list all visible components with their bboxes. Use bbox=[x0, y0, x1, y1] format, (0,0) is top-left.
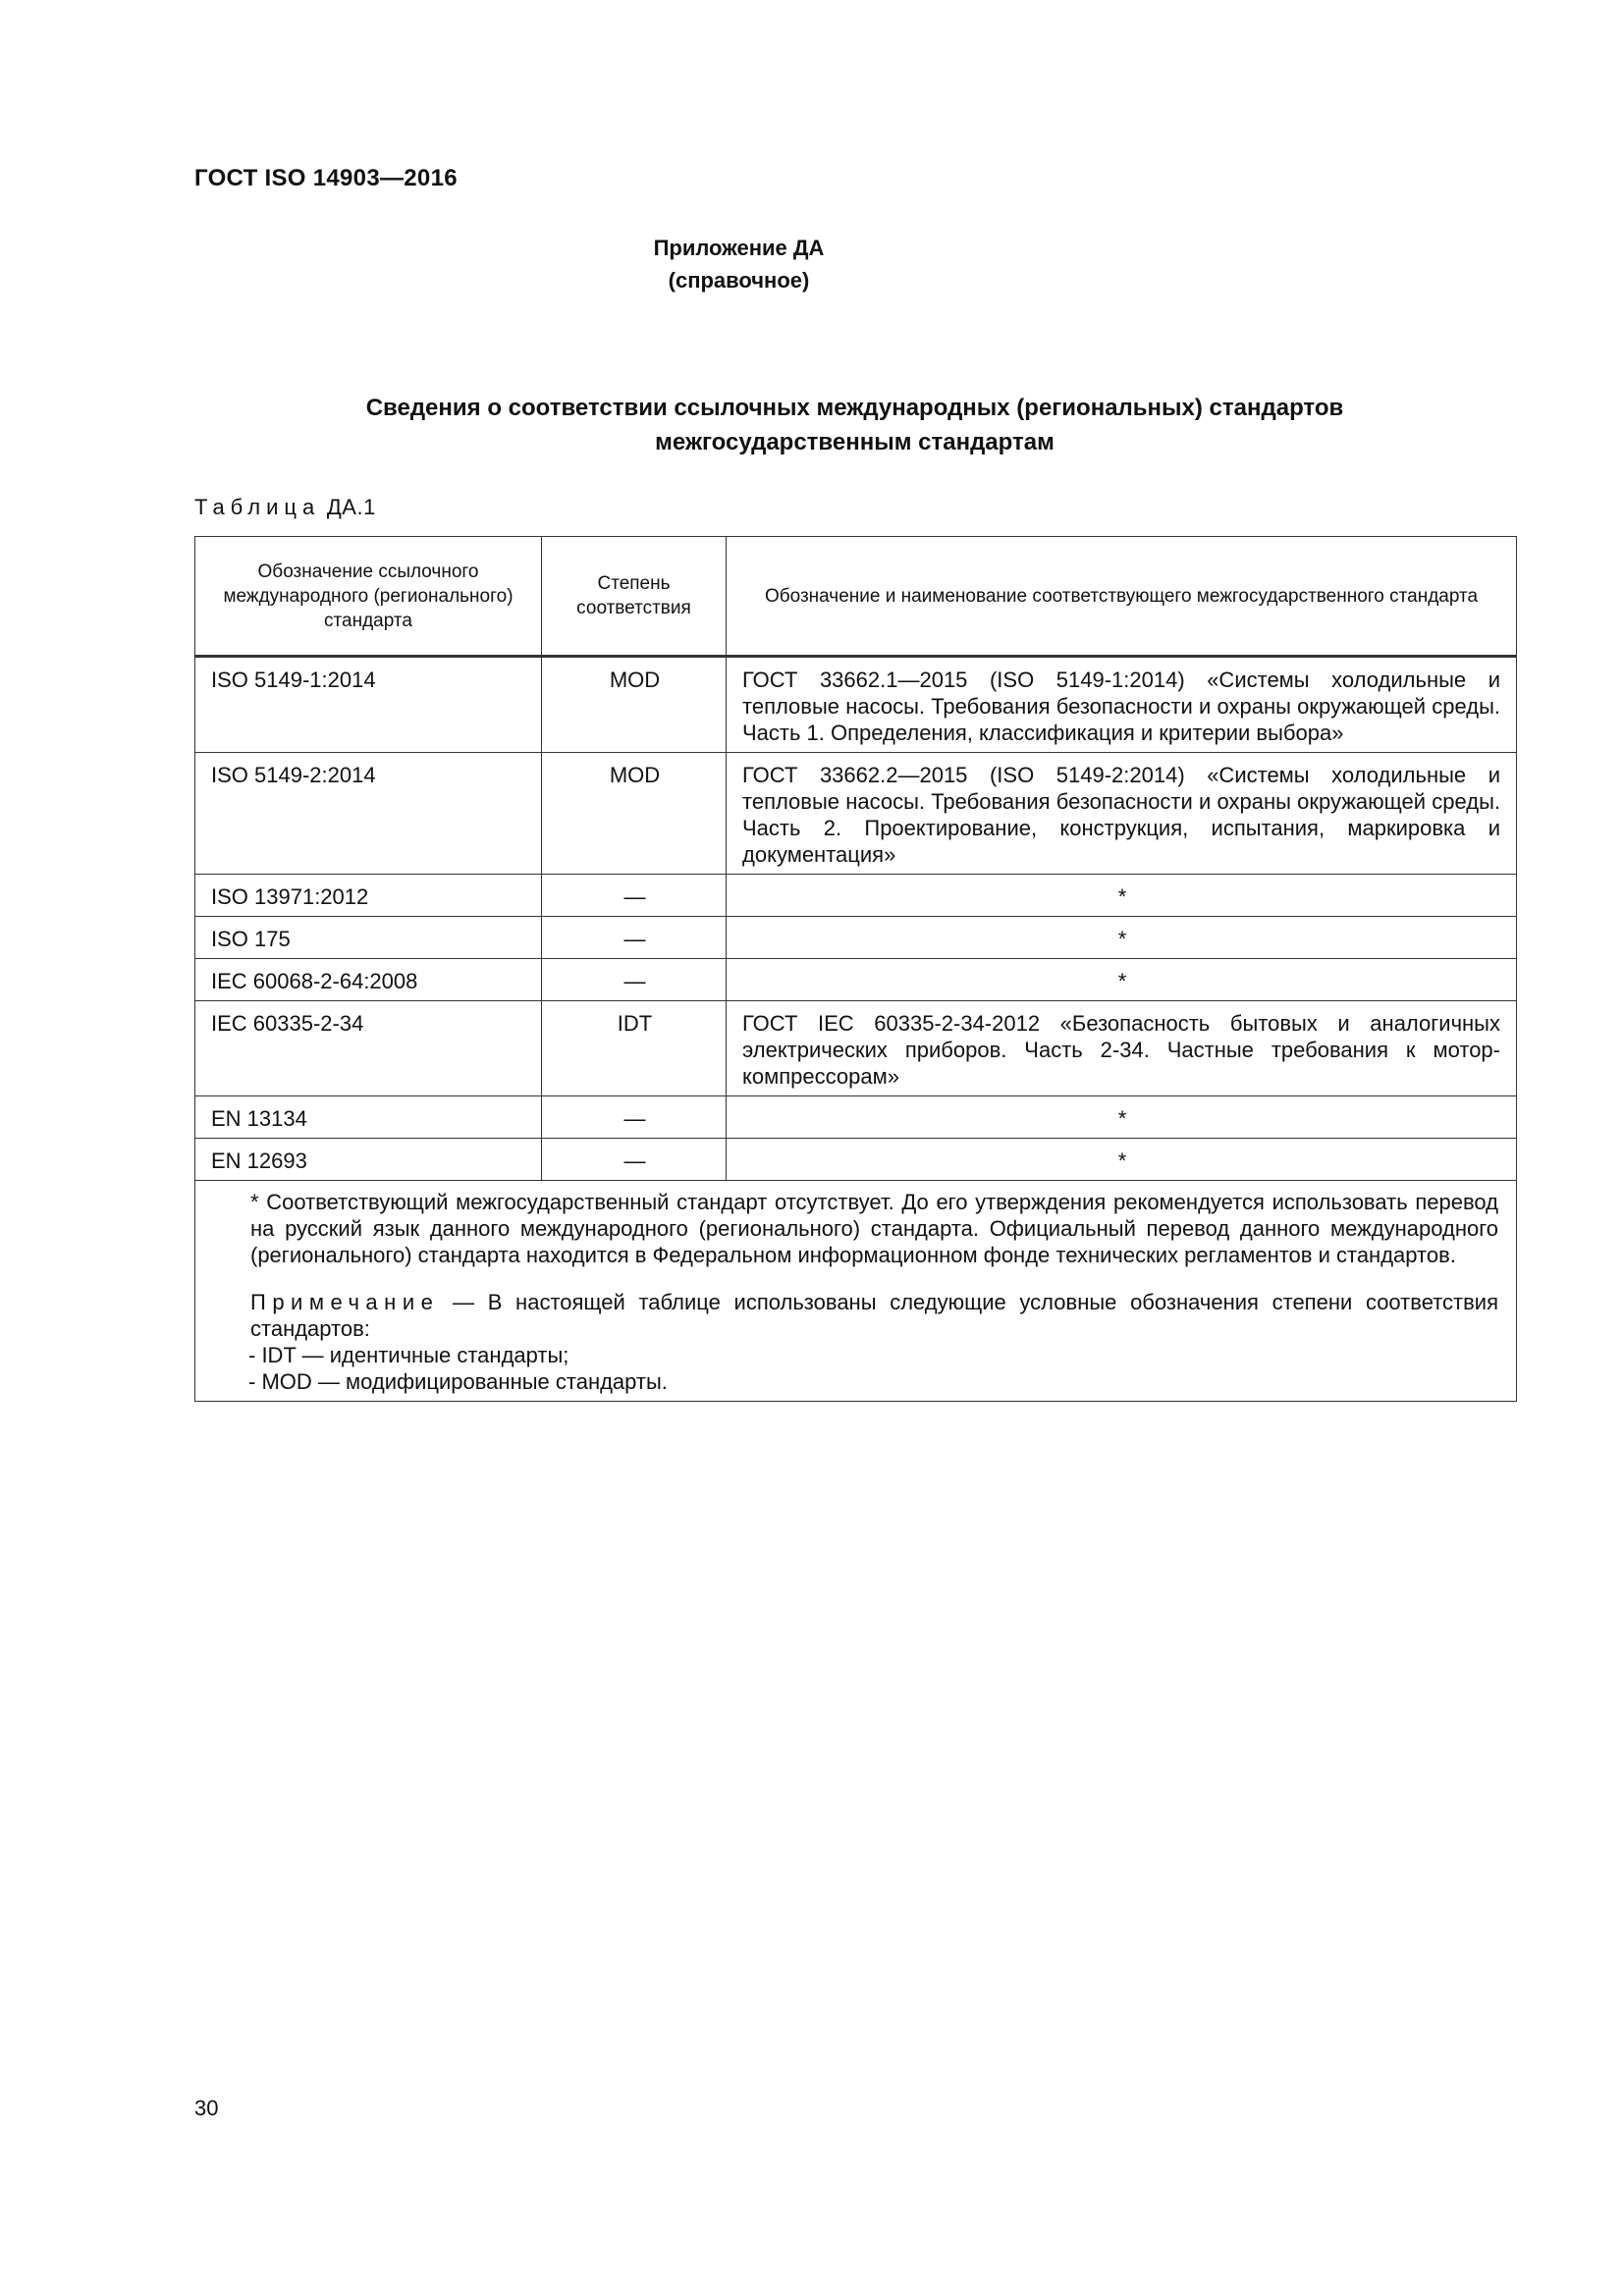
degree-cell: — bbox=[542, 959, 727, 1001]
table-row bbox=[195, 1096, 1517, 1139]
reference-standard-cell: ISO 13971:2012 bbox=[195, 875, 542, 917]
table-footer-row bbox=[195, 1181, 1517, 1402]
degree-cell: IDT bbox=[542, 1001, 727, 1096]
document-code: ГОСТ ISO 14903—2016 bbox=[194, 165, 458, 191]
appendix-title: Приложение ДА bbox=[653, 236, 825, 260]
section-heading bbox=[194, 391, 1515, 459]
note-label: Примечание bbox=[250, 1290, 440, 1314]
column-header-degree: Степень соответствия bbox=[542, 537, 727, 657]
correspondence-table bbox=[194, 536, 1517, 1402]
page-number: 30 bbox=[194, 2096, 219, 2120]
table-footer-cell bbox=[195, 1181, 1517, 1402]
gost-cell: ГОСТ 33662.2—2015 (ISO 5149-2:2014) «Системы холодильные и тепловые насосы. Требования безопасности и охраны окружающей среды. Часть 2. Проектирование, конструкция, испытания, маркировка и документация» bbox=[727, 753, 1517, 875]
table-label-number: ДА.1 bbox=[320, 495, 376, 519]
table-row bbox=[195, 959, 1517, 1001]
table-row bbox=[195, 1139, 1517, 1181]
degree-cell: MOD bbox=[542, 657, 727, 753]
reference-standard-cell: EN 13134 bbox=[195, 1096, 542, 1139]
gost-cell: * bbox=[727, 1096, 1517, 1139]
table-footnote: * Соответствующий межгосударственный стандарт отсутствует. До его утверждения рекомендуется использовать перевод на русский язык данного международного (регионального) стандарта. Официальный перевод данного международного (регионального) стандарта находится в Федеральном информационном фонде технических регламентов и стандартов. bbox=[250, 1190, 1498, 1267]
reference-standard-cell: IEC 60335-2-34 bbox=[195, 1001, 542, 1096]
table-note bbox=[250, 1289, 1498, 1342]
note-list-item: - MOD — модифицированные стандарты. bbox=[248, 1369, 668, 1394]
column-header-reference: Обозначение ссылочного международного (регионального) стандарта bbox=[195, 537, 542, 657]
degree-cell: — bbox=[542, 875, 727, 917]
gost-cell: * bbox=[727, 959, 1517, 1001]
table-row bbox=[195, 917, 1517, 959]
reference-standard-cell: ISO 5149-1:2014 bbox=[195, 657, 542, 753]
reference-standard-cell: EN 12693 bbox=[195, 1139, 542, 1181]
note-list bbox=[248, 1342, 1498, 1395]
reference-standard-cell: ISO 175 bbox=[195, 917, 542, 959]
table-row bbox=[195, 753, 1517, 875]
table-row bbox=[195, 657, 1517, 753]
degree-cell: MOD bbox=[542, 753, 727, 875]
degree-cell: — bbox=[542, 917, 727, 959]
gost-cell: * bbox=[727, 1139, 1517, 1181]
section-heading-line-2: межгосударственным стандартам bbox=[655, 429, 1055, 455]
gost-cell: * bbox=[727, 875, 1517, 917]
note-list-item: - IDT — идентичные стандарты; bbox=[248, 1343, 569, 1367]
table-header-row bbox=[195, 537, 1517, 657]
degree-cell: — bbox=[542, 1139, 727, 1181]
column-header-gost: Обозначение и наименование соответствующего межгосударственного стандарта bbox=[727, 537, 1517, 657]
table-row bbox=[195, 1001, 1517, 1096]
gost-cell: ГОСТ 33662.1—2015 (ISO 5149-1:2014) «Системы холодильные и тепловые насосы. Требования безопасности и охраны окружающей среды. Часть 1. Определения, классификация и критерии выбора» bbox=[727, 657, 1517, 753]
gost-cell: ГОСТ IEC 60335-2-34-2012 «Безопасность бытовых и аналогичных электрических приборов. Часть 2-34. Частные требования к мотор-компрессорам» bbox=[727, 1001, 1517, 1096]
gost-cell: * bbox=[727, 917, 1517, 959]
section-heading-line-1: Сведения о соответствии ссылочных международных (региональных) стандартов bbox=[365, 395, 1344, 421]
appendix-kind: (справочное) bbox=[668, 268, 810, 293]
table-label bbox=[194, 495, 376, 520]
table-label-word: Таблица bbox=[194, 495, 321, 519]
reference-standard-cell: ISO 5149-2:2014 bbox=[195, 753, 542, 875]
table-row bbox=[195, 875, 1517, 917]
degree-cell: — bbox=[542, 1096, 727, 1139]
note-text: — В настоящей таблице использованы следующие условные обозначения степени соответствия стандартов: bbox=[250, 1290, 1498, 1341]
reference-standard-cell: IEC 60068-2-64:2008 bbox=[195, 959, 542, 1001]
